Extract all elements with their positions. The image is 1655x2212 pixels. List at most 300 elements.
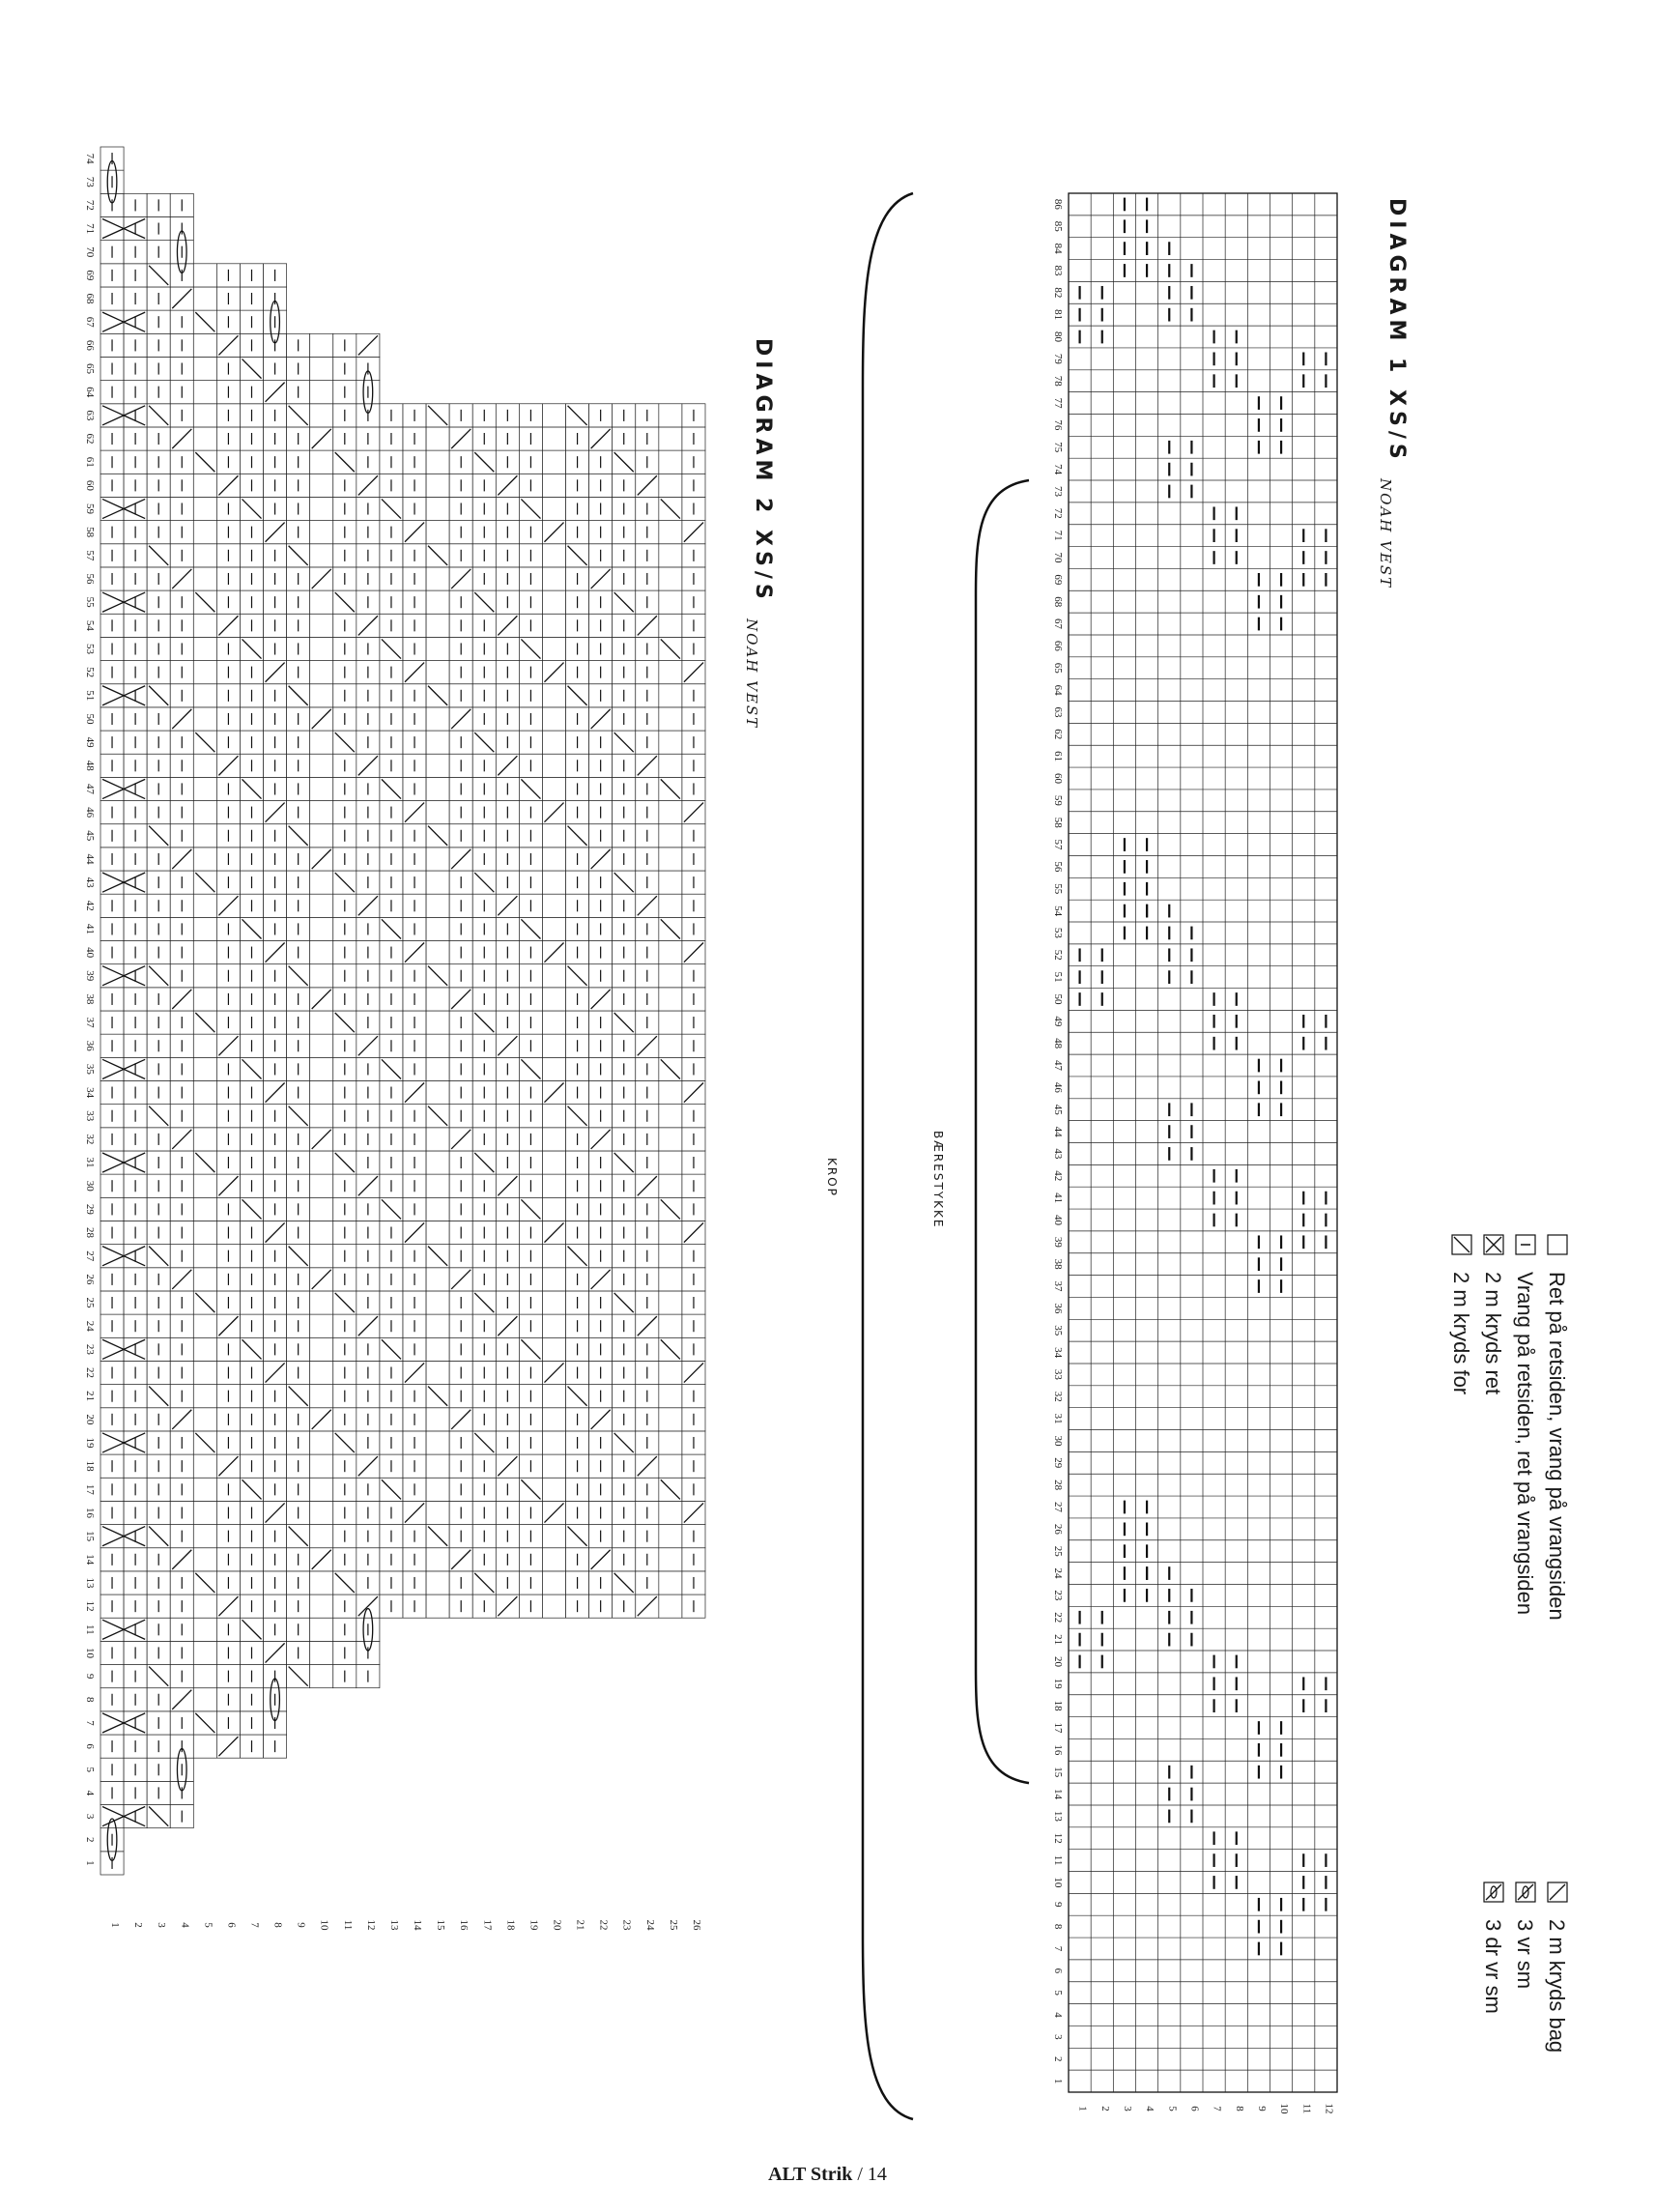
legend-symbol-cross-x	[1484, 1235, 1503, 1254]
col-number: 3	[1121, 2106, 1133, 2111]
row-number: 39	[84, 970, 96, 982]
grid-cell	[426, 894, 449, 917]
col-number: 25	[667, 1919, 679, 1931]
grid-cell	[310, 1361, 333, 1384]
row-number: 51	[84, 690, 96, 702]
row-number: 12	[1052, 1832, 1064, 1844]
row-number: 73	[1052, 485, 1064, 497]
diagram1-subtitle: NOAH VEST	[1377, 478, 1394, 589]
grid-cell	[310, 1337, 333, 1361]
grid-cell	[659, 1454, 682, 1478]
grid-cell	[659, 1105, 682, 1128]
col-number: 1	[109, 1922, 122, 1928]
grid-cell	[659, 1431, 682, 1454]
grid-cell	[542, 731, 565, 754]
row-number: 75	[1052, 442, 1064, 453]
grid-cell	[310, 917, 333, 940]
grid-cell	[310, 1618, 333, 1641]
grid-cell	[426, 1197, 449, 1221]
grid-cell	[659, 590, 682, 614]
grid-cell	[659, 988, 682, 1011]
row-number: 23	[84, 1343, 96, 1355]
row-number: 44	[84, 853, 96, 865]
row-number: 43	[1052, 1148, 1064, 1160]
row-number: 67	[84, 316, 96, 328]
row-number: 58	[84, 527, 96, 538]
grid-cell	[426, 1314, 449, 1337]
grid-cell	[193, 1735, 216, 1758]
grid-cell	[310, 1501, 333, 1524]
grid-cell	[193, 1268, 216, 1291]
grid-cell	[426, 1291, 449, 1314]
footer-brand: ALT Strik	[768, 2164, 853, 2185]
grid-cell	[542, 847, 565, 871]
row-number: 11	[84, 1624, 96, 1635]
grid-cell	[426, 1128, 449, 1151]
grid-cell	[100, 1245, 124, 1268]
col-number: 20	[551, 1919, 563, 1931]
row-number: 21	[1052, 1634, 1064, 1646]
diagram2-row-numbers	[84, 154, 96, 1866]
row-number: 22	[1052, 1612, 1064, 1623]
grid-cell	[426, 731, 449, 754]
grid-cell	[659, 474, 682, 497]
row-number: 38	[84, 993, 96, 1005]
grid-cell	[310, 1151, 333, 1174]
row-number: 33	[84, 1110, 96, 1122]
row-number: 9	[1052, 1902, 1064, 1908]
grid-cell	[193, 1174, 216, 1197]
grid-cell	[542, 404, 565, 427]
diagram1-grid	[1069, 193, 1337, 2092]
row-number: 29	[1052, 1457, 1064, 1469]
row-number: 4	[84, 1790, 96, 1796]
grid-cell	[100, 1805, 124, 1828]
row-number: 7	[84, 1720, 96, 1726]
grid-cell	[100, 1057, 124, 1080]
grid-cell	[426, 1478, 449, 1501]
grid-cell	[193, 521, 216, 544]
grid-cell	[310, 544, 333, 567]
grid-cell	[659, 450, 682, 474]
grid-cell	[542, 1128, 565, 1151]
row-number: 63	[1052, 706, 1064, 718]
grid-cell	[193, 917, 216, 940]
grid-cell	[193, 1408, 216, 1431]
row-number: 43	[84, 876, 96, 888]
col-number: 15	[435, 1919, 447, 1931]
row-number: 28	[1052, 1479, 1064, 1491]
row-number: 46	[1052, 1081, 1064, 1093]
row-number: 50	[84, 713, 96, 725]
grid-cell	[542, 1174, 565, 1197]
row-number: 33	[1052, 1368, 1064, 1380]
grid-cell	[542, 1337, 565, 1361]
row-number: 65	[84, 363, 96, 375]
row-number: 68	[1052, 596, 1064, 608]
grid-cell	[659, 871, 682, 894]
grid-cell	[100, 1151, 124, 1174]
grid-cell	[426, 1034, 449, 1057]
col-number: 4	[1144, 2106, 1156, 2111]
col-number: 4	[179, 1922, 191, 1928]
grid-cell	[310, 824, 333, 847]
col-number: 7	[248, 1922, 261, 1928]
grid-cell	[310, 614, 333, 637]
row-number: 4	[1052, 2012, 1064, 2018]
row-number: 58	[1052, 817, 1064, 828]
row-number: 17	[1052, 1722, 1064, 1734]
grid-cell	[100, 497, 124, 520]
grid-cell	[193, 1314, 216, 1337]
grid-cell	[659, 707, 682, 731]
row-number: 40	[1052, 1214, 1064, 1225]
row-number: 24	[1052, 1567, 1064, 1579]
col-number: 13	[387, 1919, 400, 1931]
row-number: 45	[84, 830, 96, 842]
col-number: 17	[481, 1919, 494, 1931]
grid-cell	[193, 1128, 216, 1151]
row-number: 67	[1052, 618, 1064, 630]
col-number: 11	[1300, 2103, 1313, 2114]
legend-label-cross-back: 2 m kryds bag	[1545, 1919, 1569, 2054]
legend-symbol-knit	[1548, 1235, 1567, 1254]
grid-cell	[542, 544, 565, 567]
grid-cell	[426, 661, 449, 684]
grid-cell	[659, 964, 682, 988]
grid-cell	[542, 754, 565, 777]
grid-cell	[542, 894, 565, 917]
row-number: 78	[1052, 375, 1064, 387]
row-number: 1	[84, 1860, 96, 1866]
row-number: 26	[1052, 1523, 1064, 1535]
row-number: 23	[1052, 1590, 1064, 1601]
row-number: 12	[84, 1600, 96, 1612]
row-number: 20	[84, 1414, 96, 1425]
row-number: 17	[84, 1483, 96, 1495]
grid-cell	[193, 777, 216, 800]
row-number: 85	[1052, 220, 1064, 232]
col-number: 1	[1076, 2106, 1089, 2111]
grid-cell	[542, 1291, 565, 1314]
grid-cell	[310, 1197, 333, 1221]
row-number: 57	[1052, 839, 1064, 850]
grid-cell	[426, 1548, 449, 1571]
grid-cell	[659, 1548, 682, 1571]
grid-cell	[310, 1080, 333, 1104]
col-number: 8	[1233, 2106, 1245, 2111]
grid-cell	[193, 544, 216, 567]
grid-cell	[193, 1221, 216, 1244]
grid-cell	[659, 894, 682, 917]
grid-cell	[310, 381, 333, 404]
row-number: 61	[84, 456, 96, 468]
grid-cell	[659, 731, 682, 754]
row-number: 10	[84, 1647, 96, 1658]
grid-cell	[193, 357, 216, 380]
grid-cell	[426, 1431, 449, 1454]
row-number: 5	[1052, 1990, 1064, 1996]
grid-cell	[542, 917, 565, 940]
row-number: 53	[1052, 927, 1064, 938]
grid-cell	[310, 731, 333, 754]
grid-cell	[193, 1080, 216, 1104]
grid-cell	[310, 1057, 333, 1080]
col-number: 23	[620, 1919, 633, 1931]
row-number: 49	[84, 736, 96, 748]
legend-label-knit: Ret på retsiden, vrang på vrangsiden	[1545, 1272, 1569, 1621]
row-number: 64	[1052, 684, 1064, 696]
row-number: 47	[1052, 1060, 1064, 1072]
legend-symbol-cross-front	[1452, 1235, 1471, 1254]
grid-cell	[193, 1618, 216, 1641]
grid-cell	[659, 1221, 682, 1244]
row-number: 34	[1052, 1347, 1064, 1359]
grid-cell	[193, 1337, 216, 1361]
grid-cell	[100, 871, 124, 894]
row-number: 56	[84, 573, 96, 585]
grid-cell	[426, 637, 449, 660]
col-number: 16	[458, 1919, 471, 1931]
krop-label: KROP	[825, 1158, 839, 1197]
grid-cell	[310, 521, 333, 544]
row-number: 30	[84, 1180, 96, 1192]
row-number: 18	[84, 1460, 96, 1472]
grid-cell	[310, 590, 333, 614]
legend-label-cross-x: 2 m kryds ret	[1481, 1272, 1505, 1395]
grid-cell	[193, 661, 216, 684]
grid-cell	[426, 1057, 449, 1080]
grid-cell	[426, 988, 449, 1011]
grid-cell	[426, 590, 449, 614]
grid-cell	[659, 684, 682, 707]
grid-cell	[659, 1034, 682, 1057]
grid-cell	[193, 941, 216, 964]
grid-cell	[426, 614, 449, 637]
grid-cell	[310, 777, 333, 800]
grid-cell	[310, 1454, 333, 1478]
grid-cell	[659, 1314, 682, 1337]
col-number: 10	[318, 1919, 330, 1931]
grid-cell	[542, 1197, 565, 1221]
legend-symbol-p3tog	[1516, 1882, 1535, 1902]
row-number: 46	[84, 807, 96, 819]
row-number: 40	[84, 947, 96, 959]
row-number: 62	[1052, 729, 1064, 740]
row-number: 41	[84, 923, 96, 934]
grid-cell	[193, 754, 216, 777]
row-number: 80	[1052, 331, 1064, 343]
row-number: 61	[1052, 751, 1064, 762]
grid-cell	[310, 1011, 333, 1034]
row-number: 69	[1052, 574, 1064, 586]
grid-cell	[193, 1501, 216, 1524]
row-number: 32	[84, 1134, 96, 1145]
row-number: 27	[1052, 1502, 1064, 1513]
grid-cell	[100, 590, 124, 614]
grid-cell	[310, 1221, 333, 1244]
row-number: 14	[84, 1554, 96, 1566]
grid-cell	[193, 567, 216, 590]
grid-cell	[542, 1034, 565, 1057]
grid-cell	[100, 1337, 124, 1361]
grid-cell	[310, 661, 333, 684]
grid-cell	[310, 1665, 333, 1688]
grid-cell	[193, 1478, 216, 1501]
row-number: 74	[84, 153, 96, 164]
grid-cell	[426, 847, 449, 871]
grid-cell	[100, 777, 124, 800]
legend-label-purl: Vrang på retsiden, ret på vrangsiden	[1513, 1272, 1537, 1616]
row-number: 56	[1052, 861, 1064, 873]
grid-cell	[310, 333, 333, 357]
row-number: 3	[1052, 2034, 1064, 2040]
grid-cell	[542, 684, 565, 707]
grid-cell	[310, 1385, 333, 1408]
row-number: 8	[1052, 1923, 1064, 1930]
grid-cell	[193, 1034, 216, 1057]
grid-cell	[193, 333, 216, 357]
grid-cell	[659, 1385, 682, 1408]
grid-cell	[542, 1454, 565, 1478]
grid-cell	[659, 1080, 682, 1104]
row-number: 48	[1052, 1038, 1064, 1049]
grid-cell	[310, 1314, 333, 1337]
grid-cell	[659, 544, 682, 567]
col-number: 12	[1323, 2103, 1335, 2114]
col-number: 18	[504, 1919, 517, 1931]
grid-cell	[426, 427, 449, 450]
grid-cell	[193, 287, 216, 310]
grid-cell	[310, 1105, 333, 1128]
grid-cell	[310, 637, 333, 660]
grid-cell	[426, 1151, 449, 1174]
col-number: 5	[1166, 2106, 1179, 2111]
grid-cell	[659, 1291, 682, 1314]
row-number: 11	[1052, 1854, 1064, 1866]
col-number: 6	[1188, 2106, 1201, 2111]
grid-cell	[542, 1105, 565, 1128]
symbol-box	[1548, 1235, 1567, 1254]
grid-cell	[542, 1548, 565, 1571]
grid-cell	[542, 474, 565, 497]
grid-cell	[542, 427, 565, 450]
legend-label-p3tog: 3 vr sm	[1513, 1919, 1537, 1990]
row-number: 71	[1052, 530, 1064, 541]
row-number: 15	[1052, 1767, 1064, 1778]
grid-cell	[426, 801, 449, 824]
grid-cell	[426, 1571, 449, 1594]
row-number: 6	[1052, 1968, 1064, 1974]
grid-cell	[193, 1548, 216, 1571]
grid-cell	[659, 661, 682, 684]
row-number: 47	[84, 783, 96, 794]
grid-cell	[659, 1525, 682, 1548]
row-number: 2	[1052, 2055, 1064, 2062]
grid-cell	[426, 917, 449, 940]
row-number: 13	[84, 1577, 96, 1589]
grid-cell	[426, 1594, 449, 1618]
col-number: 19	[528, 1919, 540, 1931]
grid-cell	[310, 1174, 333, 1197]
row-number: 55	[84, 596, 96, 608]
diagram2-col-numbers	[109, 1920, 702, 1932]
row-number: 66	[84, 339, 96, 351]
row-number: 38	[1052, 1258, 1064, 1270]
grid-cell	[426, 941, 449, 964]
col-number: 6	[225, 1922, 238, 1928]
legend-label-cross-front: 2 m kryds for	[1449, 1272, 1473, 1395]
row-number: 79	[1052, 353, 1064, 364]
grid-cell	[426, 754, 449, 777]
grid-cell	[542, 777, 565, 800]
row-number: 37	[84, 1017, 96, 1028]
grid-cell	[426, 1268, 449, 1291]
grid-cell	[100, 1431, 124, 1454]
grid-cell	[659, 521, 682, 544]
row-number: 62	[84, 433, 96, 445]
grid-cell	[426, 1408, 449, 1431]
grid-cell	[100, 964, 124, 988]
grid-cell	[542, 1385, 565, 1408]
grid-cell	[542, 824, 565, 847]
grid-cell	[310, 1245, 333, 1268]
footer-separator: /	[857, 2164, 863, 2185]
grid-cell	[193, 824, 216, 847]
grid-cell	[659, 824, 682, 847]
row-number: 35	[84, 1063, 96, 1075]
grid-cell	[542, 1571, 565, 1594]
grid-cell	[426, 474, 449, 497]
grid-cell	[659, 427, 682, 450]
grid-cell	[193, 894, 216, 917]
row-number: 24	[84, 1320, 96, 1332]
grid-cell	[659, 567, 682, 590]
row-number: 16	[84, 1507, 96, 1518]
grid-cell	[542, 964, 565, 988]
grid-cell	[310, 1594, 333, 1618]
row-number: 60	[84, 479, 96, 491]
row-number: 81	[1052, 309, 1064, 321]
grid-cell	[310, 801, 333, 824]
col-number: 22	[597, 1919, 610, 1931]
grid-cell	[659, 1268, 682, 1291]
row-number: 63	[84, 410, 96, 421]
row-number: 86	[1052, 198, 1064, 210]
row-number: 52	[1052, 949, 1064, 961]
row-number: 35	[1052, 1325, 1064, 1336]
grid-cell	[193, 614, 216, 637]
row-number: 18	[1052, 1700, 1064, 1711]
row-number: 15	[84, 1531, 96, 1542]
grid-cell	[542, 450, 565, 474]
grid-cell	[426, 1454, 449, 1478]
row-number: 77	[1052, 397, 1064, 409]
row-number: 30	[1052, 1435, 1064, 1447]
row-number: 69	[84, 270, 96, 281]
grid-cell	[100, 1711, 124, 1735]
grid-cell	[193, 1525, 216, 1548]
grid-cell	[310, 754, 333, 777]
row-number: 54	[1052, 905, 1064, 917]
diagram2-subtitle: NOAH VEST	[743, 618, 760, 730]
grid-cell	[659, 614, 682, 637]
row-number: 20	[1052, 1655, 1064, 1667]
col-number: 24	[643, 1919, 656, 1931]
grid-cell	[193, 404, 216, 427]
row-number: 66	[1052, 640, 1064, 651]
grid-cell	[542, 1057, 565, 1080]
